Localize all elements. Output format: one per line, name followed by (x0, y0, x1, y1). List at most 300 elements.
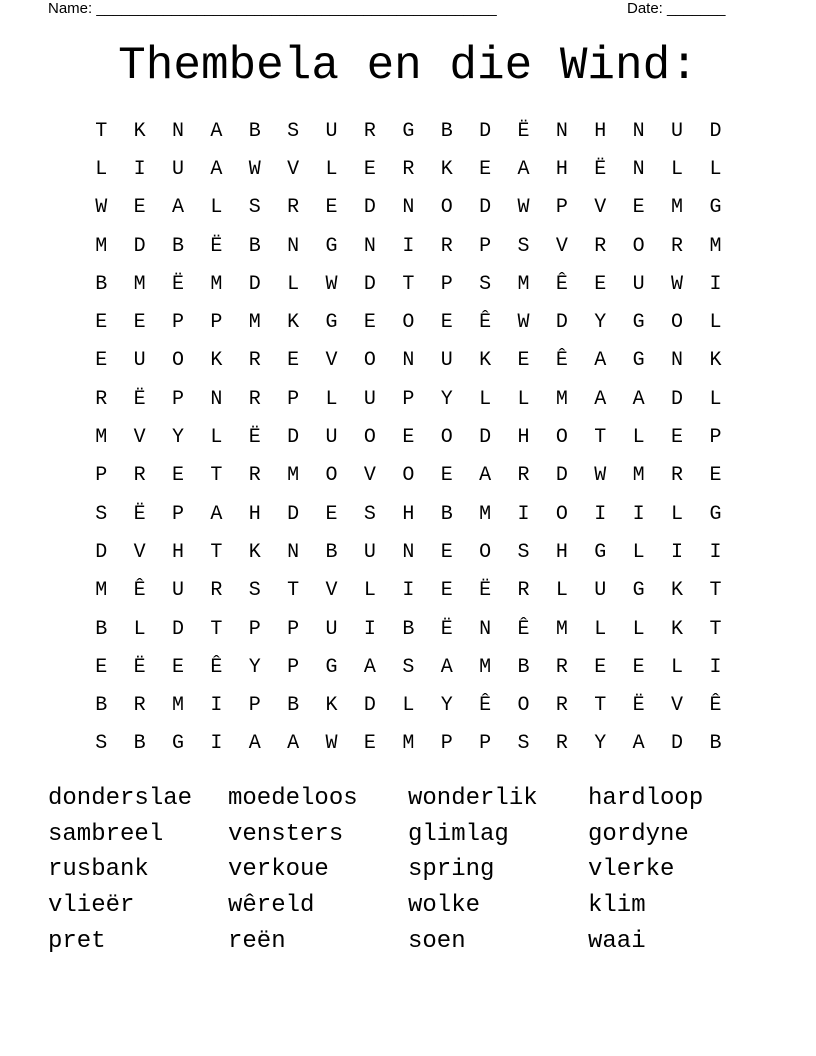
header-row (48, 0, 748, 20)
grid-letter[interactable]: M (248, 311, 261, 335)
grid-letter[interactable]: U (325, 119, 338, 143)
grid-letter[interactable]: E (632, 196, 645, 220)
grid-letter[interactable]: Ê (709, 694, 722, 718)
grid-letter[interactable]: H (555, 157, 568, 181)
grid-letter[interactable]: A (171, 196, 184, 220)
grid-letter[interactable]: S (363, 502, 376, 526)
grid-letter[interactable]: O (671, 311, 684, 335)
grid-letter[interactable]: U (440, 349, 453, 373)
grid-letter[interactable]: W (517, 196, 530, 220)
grid-letter[interactable]: N (402, 540, 415, 564)
grid-letter[interactable]: L (632, 617, 645, 641)
grid-letter[interactable]: P (287, 387, 300, 411)
grid-letter[interactable]: S (248, 196, 261, 220)
grid-letter[interactable]: T (402, 272, 415, 296)
grid-letter[interactable]: B (95, 272, 108, 296)
grid-letter[interactable]: N (479, 617, 492, 641)
grid-letter[interactable]: K (210, 349, 223, 373)
grid-letter[interactable]: R (363, 119, 376, 143)
grid-letter[interactable]: Ë (479, 579, 492, 603)
word-bank-item: spring (408, 856, 495, 884)
grid-letter[interactable]: L (325, 157, 338, 181)
grid-letter[interactable]: W (248, 157, 261, 181)
grid-letter[interactable]: O (325, 464, 338, 488)
grid-letter[interactable]: Y (440, 387, 453, 411)
grid-letter[interactable]: A (440, 655, 453, 679)
grid-letter[interactable]: L (709, 157, 722, 181)
grid-letter[interactable]: O (440, 196, 453, 220)
grid-letter[interactable]: R (248, 349, 261, 373)
grid-letter[interactable]: U (632, 272, 645, 296)
grid-letter[interactable]: M (95, 426, 108, 450)
grid-letter[interactable]: O (517, 694, 530, 718)
grid-letter[interactable]: G (709, 502, 722, 526)
grid-letter[interactable]: Ë (133, 502, 146, 526)
grid-letter[interactable]: W (517, 311, 530, 335)
grid-letter[interactable]: E (440, 540, 453, 564)
grid-letter[interactable]: M (479, 655, 492, 679)
grid-letter[interactable]: A (632, 732, 645, 756)
grid-letter[interactable]: H (594, 119, 607, 143)
grid-letter[interactable]: R (671, 464, 684, 488)
grid-letter[interactable]: U (594, 579, 607, 603)
grid-letter[interactable]: I (133, 157, 146, 181)
grid-letter[interactable]: E (440, 311, 453, 335)
grid-letter[interactable]: N (402, 349, 415, 373)
grid-letter[interactable]: H (402, 502, 415, 526)
grid-letter[interactable]: O (632, 234, 645, 258)
grid-letter[interactable]: R (517, 579, 530, 603)
grid-letter[interactable]: R (210, 579, 223, 603)
grid-letter[interactable]: S (517, 234, 530, 258)
grid-letter[interactable]: B (248, 234, 261, 258)
grid-letter[interactable]: D (555, 464, 568, 488)
grid-letter[interactable]: V (325, 349, 338, 373)
grid-letter[interactable]: N (402, 196, 415, 220)
word-bank-item: vlieër (48, 892, 135, 920)
grid-letter[interactable]: B (402, 617, 415, 641)
grid-letter[interactable]: G (402, 119, 415, 143)
grid-letter[interactable]: A (210, 157, 223, 181)
grid-letter[interactable]: Ê (479, 694, 492, 718)
grid-letter[interactable]: E (440, 579, 453, 603)
grid-letter[interactable]: D (479, 196, 492, 220)
grid-letter[interactable]: E (171, 655, 184, 679)
grid-letter[interactable]: W (325, 272, 338, 296)
grid-letter[interactable]: G (594, 540, 607, 564)
grid-letter[interactable]: P (248, 617, 261, 641)
grid-letter[interactable]: A (248, 732, 261, 756)
grid-letter[interactable]: G (709, 196, 722, 220)
grid-letter[interactable]: L (555, 579, 568, 603)
grid-letter[interactable]: P (171, 311, 184, 335)
grid-letter[interactable]: D (709, 119, 722, 143)
grid-letter[interactable]: P (248, 694, 261, 718)
grid-letter[interactable]: P (479, 234, 492, 258)
grid-letter[interactable]: L (325, 387, 338, 411)
grid-letter[interactable]: Y (594, 732, 607, 756)
grid-letter[interactable]: E (95, 311, 108, 335)
grid-letter[interactable]: R (555, 694, 568, 718)
grid-letter[interactable]: S (479, 272, 492, 296)
grid-letter[interactable]: B (95, 617, 108, 641)
grid-letter[interactable]: V (555, 234, 568, 258)
grid-letter[interactable]: K (287, 311, 300, 335)
grid-letter[interactable]: O (363, 426, 376, 450)
grid-letter[interactable]: R (517, 464, 530, 488)
grid-letter[interactable]: L (133, 617, 146, 641)
grid-letter[interactable]: W (671, 272, 684, 296)
grid-letter[interactable]: I (402, 579, 415, 603)
grid-letter[interactable]: V (133, 540, 146, 564)
grid-letter[interactable]: L (210, 196, 223, 220)
word-bank-item: gordyne (588, 820, 689, 848)
grid-letter[interactable]: P (171, 502, 184, 526)
grid-letter[interactable]: R (248, 387, 261, 411)
grid-letter[interactable]: E (363, 157, 376, 181)
grid-letter[interactable]: I (632, 502, 645, 526)
grid-letter[interactable]: M (95, 234, 108, 258)
grid-letter[interactable]: R (555, 732, 568, 756)
grid-letter[interactable]: L (632, 540, 645, 564)
grid-letter[interactable]: T (95, 119, 108, 143)
grid-letter[interactable]: B (171, 234, 184, 258)
grid-letter[interactable]: E (287, 349, 300, 373)
grid-letter[interactable]: V (594, 196, 607, 220)
grid-letter[interactable]: N (287, 540, 300, 564)
grid-letter[interactable]: T (709, 579, 722, 603)
grid-letter[interactable]: U (325, 617, 338, 641)
grid-letter[interactable]: K (248, 540, 261, 564)
grid-letter[interactable]: P (287, 617, 300, 641)
grid-letter[interactable]: N (555, 119, 568, 143)
grid-letter[interactable]: I (709, 272, 722, 296)
grid-letter[interactable]: L (287, 272, 300, 296)
grid-letter[interactable]: O (402, 464, 415, 488)
grid-letter[interactable]: S (402, 655, 415, 679)
grid-letter[interactable]: K (671, 617, 684, 641)
name-field[interactable]: Name: ________________________________________________ (48, 0, 497, 17)
grid-letter[interactable]: M (555, 617, 568, 641)
grid-letter[interactable]: Ë (517, 119, 530, 143)
grid-letter[interactable]: R (594, 234, 607, 258)
grid-letter[interactable]: E (709, 464, 722, 488)
grid-letter[interactable]: Ë (133, 387, 146, 411)
grid-letter[interactable]: D (248, 272, 261, 296)
grid-letter[interactable]: L (671, 157, 684, 181)
grid-letter[interactable]: W (325, 732, 338, 756)
grid-letter[interactable]: E (133, 311, 146, 335)
grid-letter[interactable]: R (95, 387, 108, 411)
grid-letter[interactable]: V (325, 579, 338, 603)
grid-letter[interactable]: E (594, 272, 607, 296)
grid-letter[interactable]: G (171, 732, 184, 756)
grid-letter[interactable]: T (594, 426, 607, 450)
grid-letter[interactable]: A (210, 502, 223, 526)
grid-letter[interactable]: O (479, 540, 492, 564)
grid-letter[interactable]: K (440, 157, 453, 181)
grid-letter[interactable]: L (363, 579, 376, 603)
grid-letter[interactable]: O (555, 502, 568, 526)
grid-letter[interactable]: A (479, 464, 492, 488)
grid-letter[interactable]: M (632, 464, 645, 488)
grid-letter[interactable]: E (440, 464, 453, 488)
grid-letter[interactable]: W (594, 464, 607, 488)
grid-letter[interactable]: M (709, 234, 722, 258)
grid-letter[interactable]: O (171, 349, 184, 373)
grid-letter[interactable]: R (555, 655, 568, 679)
grid-letter[interactable]: S (248, 579, 261, 603)
grid-letter[interactable]: L (479, 387, 492, 411)
grid-letter[interactable]: P (709, 426, 722, 450)
grid-letter[interactable]: B (440, 119, 453, 143)
grid-letter[interactable]: R (287, 196, 300, 220)
grid-letter[interactable]: D (287, 502, 300, 526)
grid-letter[interactable]: P (171, 387, 184, 411)
grid-letter[interactable]: N (287, 234, 300, 258)
grid-letter[interactable]: T (287, 579, 300, 603)
grid-letter[interactable]: K (709, 349, 722, 373)
grid-letter[interactable]: E (363, 311, 376, 335)
grid-letter[interactable]: T (594, 694, 607, 718)
grid-letter[interactable]: K (325, 694, 338, 718)
grid-letter[interactable]: E (325, 502, 338, 526)
grid-letter[interactable]: I (709, 540, 722, 564)
grid-letter[interactable]: H (171, 540, 184, 564)
grid-letter[interactable]: O (363, 349, 376, 373)
grid-letter[interactable]: D (133, 234, 146, 258)
grid-letter[interactable]: V (133, 426, 146, 450)
grid-letter[interactable]: R (671, 234, 684, 258)
grid-letter[interactable]: D (95, 540, 108, 564)
grid-letter[interactable]: E (95, 349, 108, 373)
grid-letter[interactable]: I (517, 502, 530, 526)
grid-letter[interactable]: D (479, 426, 492, 450)
grid-letter[interactable]: M (479, 502, 492, 526)
grid-letter[interactable]: D (671, 732, 684, 756)
grid-letter[interactable]: I (210, 732, 223, 756)
grid-letter[interactable]: B (133, 732, 146, 756)
grid-letter[interactable]: Ê (133, 579, 146, 603)
grid-letter[interactable]: M (133, 272, 146, 296)
grid-letter[interactable]: Ê (555, 349, 568, 373)
grid-letter[interactable]: R (440, 234, 453, 258)
grid-letter[interactable]: G (325, 655, 338, 679)
grid-letter[interactable]: U (363, 387, 376, 411)
grid-letter[interactable]: Ë (594, 157, 607, 181)
grid-letter[interactable]: I (709, 655, 722, 679)
grid-letter[interactable]: R (133, 464, 146, 488)
grid-letter[interactable]: L (210, 426, 223, 450)
grid-letter[interactable]: E (133, 196, 146, 220)
grid-letter[interactable]: D (287, 426, 300, 450)
grid-letter[interactable]: H (517, 426, 530, 450)
grid-letter[interactable]: U (133, 349, 146, 373)
grid-letter[interactable]: D (479, 119, 492, 143)
grid-letter[interactable]: G (632, 311, 645, 335)
grid-letter[interactable]: L (671, 655, 684, 679)
grid-letter[interactable]: V (671, 694, 684, 718)
grid-letter[interactable]: Y (248, 655, 261, 679)
grid-letter[interactable]: L (709, 311, 722, 335)
word-bank (48, 781, 768, 959)
grid-letter[interactable]: M (671, 196, 684, 220)
grid-letter[interactable]: M (402, 732, 415, 756)
grid-letter[interactable]: A (594, 349, 607, 373)
grid-letter[interactable]: I (594, 502, 607, 526)
grid-letter[interactable]: E (325, 196, 338, 220)
grid-letter[interactable]: N (210, 387, 223, 411)
grid-letter[interactable]: D (363, 694, 376, 718)
grid-letter[interactable]: G (632, 579, 645, 603)
grid-letter[interactable]: P (210, 311, 223, 335)
grid-letter[interactable]: B (95, 694, 108, 718)
grid-letter[interactable]: Ê (555, 272, 568, 296)
word-bank-item: moedeloos (228, 785, 358, 812)
grid-letter[interactable]: E (479, 157, 492, 181)
grid-letter[interactable]: O (440, 426, 453, 450)
grid-letter[interactable]: Ë (248, 426, 261, 450)
grid-letter[interactable]: M (517, 272, 530, 296)
grid-letter[interactable]: Ë (632, 694, 645, 718)
grid-letter[interactable]: G (632, 349, 645, 373)
grid-letter[interactable]: H (248, 502, 261, 526)
grid-letter[interactable]: U (325, 426, 338, 450)
grid-letter[interactable]: P (95, 464, 108, 488)
grid-letter[interactable]: L (517, 387, 530, 411)
grid-letter[interactable]: R (133, 694, 146, 718)
grid-letter[interactable]: D (555, 311, 568, 335)
grid-letter[interactable]: E (363, 732, 376, 756)
grid-letter[interactable]: S (517, 540, 530, 564)
grid-letter[interactable]: Ë (171, 272, 184, 296)
grid-letter[interactable]: P (287, 655, 300, 679)
word-bank-item: waai (588, 927, 646, 955)
grid-letter[interactable]: K (671, 579, 684, 603)
grid-letter[interactable]: L (594, 617, 607, 641)
grid-letter[interactable]: S (95, 732, 108, 756)
grid-letter[interactable]: V (363, 464, 376, 488)
grid-letter[interactable]: D (171, 617, 184, 641)
grid-letter[interactable]: L (671, 502, 684, 526)
grid-letter[interactable]: E (402, 426, 415, 450)
grid-letter[interactable]: D (363, 272, 376, 296)
grid-letter[interactable]: E (517, 349, 530, 373)
grid-letter[interactable]: D (363, 196, 376, 220)
grid-letter[interactable]: V (287, 157, 300, 181)
grid-letter[interactable]: S (95, 502, 108, 526)
grid-letter[interactable]: L (402, 694, 415, 718)
grid-letter[interactable]: M (555, 387, 568, 411)
grid-letter[interactable]: B (287, 694, 300, 718)
grid-letter[interactable]: B (325, 540, 338, 564)
grid-letter[interactable]: M (210, 272, 223, 296)
grid-letter[interactable]: U (171, 579, 184, 603)
grid-letter[interactable]: G (325, 234, 338, 258)
grid-letter[interactable]: Y (594, 311, 607, 335)
grid-letter[interactable]: Ê (479, 311, 492, 335)
grid-letter[interactable]: T (210, 464, 223, 488)
grid-letter[interactable]: A (632, 387, 645, 411)
word-bank-item: sambreel (48, 820, 164, 848)
grid-letter[interactable]: A (594, 387, 607, 411)
grid-letter[interactable]: W (95, 196, 108, 220)
grid-letter[interactable]: L (95, 157, 108, 181)
grid-letter[interactable]: K (133, 119, 146, 143)
grid-letter[interactable]: I (402, 234, 415, 258)
grid-letter[interactable]: Ë (133, 655, 146, 679)
grid-letter[interactable]: R (248, 464, 261, 488)
grid-letter[interactable]: S (287, 119, 300, 143)
grid-letter[interactable]: L (632, 426, 645, 450)
grid-letter[interactable]: E (632, 655, 645, 679)
grid-letter[interactable]: A (287, 732, 300, 756)
grid-letter[interactable]: Ê (517, 617, 530, 641)
grid-letter[interactable]: N (671, 349, 684, 373)
grid-letter[interactable]: M (95, 579, 108, 603)
grid-letter[interactable]: I (363, 617, 376, 641)
grid-letter[interactable]: D (671, 387, 684, 411)
grid-letter[interactable]: M (171, 694, 184, 718)
grid-letter[interactable]: I (671, 540, 684, 564)
date-field[interactable]: Date: _______ (627, 0, 726, 17)
grid-letter[interactable]: O (555, 426, 568, 450)
grid-letter[interactable]: B (440, 502, 453, 526)
grid-letter[interactable]: P (402, 387, 415, 411)
grid-letter[interactable]: B (517, 655, 530, 679)
grid-letter[interactable]: T (210, 617, 223, 641)
grid-letter[interactable]: G (325, 311, 338, 335)
grid-letter[interactable]: Ë (210, 234, 223, 258)
grid-letter[interactable]: S (517, 732, 530, 756)
grid-letter[interactable]: N (363, 234, 376, 258)
grid-letter[interactable]: T (210, 540, 223, 564)
grid-letter[interactable]: T (709, 617, 722, 641)
grid-letter[interactable]: N (632, 119, 645, 143)
grid-letter[interactable]: E (671, 426, 684, 450)
grid-letter[interactable]: O (402, 311, 415, 335)
grid-letter[interactable]: Y (171, 426, 184, 450)
grid-letter[interactable]: A (517, 157, 530, 181)
grid-letter[interactable]: U (171, 157, 184, 181)
grid-letter[interactable]: Y (440, 694, 453, 718)
grid-letter[interactable]: U (363, 540, 376, 564)
grid-letter[interactable]: Ë (440, 617, 453, 641)
grid-letter[interactable]: P (479, 732, 492, 756)
grid-letter[interactable]: L (709, 387, 722, 411)
grid-letter[interactable]: I (210, 694, 223, 718)
grid-letter[interactable]: N (632, 157, 645, 181)
grid-letter[interactable]: A (363, 655, 376, 679)
grid-letter[interactable]: Ê (210, 655, 223, 679)
grid-letter[interactable]: E (594, 655, 607, 679)
grid-letter[interactable]: P (440, 732, 453, 756)
grid-letter[interactable]: P (555, 196, 568, 220)
grid-letter[interactable]: A (210, 119, 223, 143)
grid-letter[interactable]: B (709, 732, 722, 756)
grid-letter[interactable]: N (171, 119, 184, 143)
grid-letter[interactable]: U (671, 119, 684, 143)
grid-letter[interactable]: E (95, 655, 108, 679)
grid-letter[interactable]: B (248, 119, 261, 143)
word-bank-item: wêreld (228, 892, 315, 920)
grid-letter[interactable]: R (402, 157, 415, 181)
grid-letter[interactable]: K (479, 349, 492, 373)
grid-letter[interactable]: P (440, 272, 453, 296)
grid-letter[interactable]: M (287, 464, 300, 488)
grid-letter[interactable]: H (555, 540, 568, 564)
grid-letter[interactable]: E (171, 464, 184, 488)
